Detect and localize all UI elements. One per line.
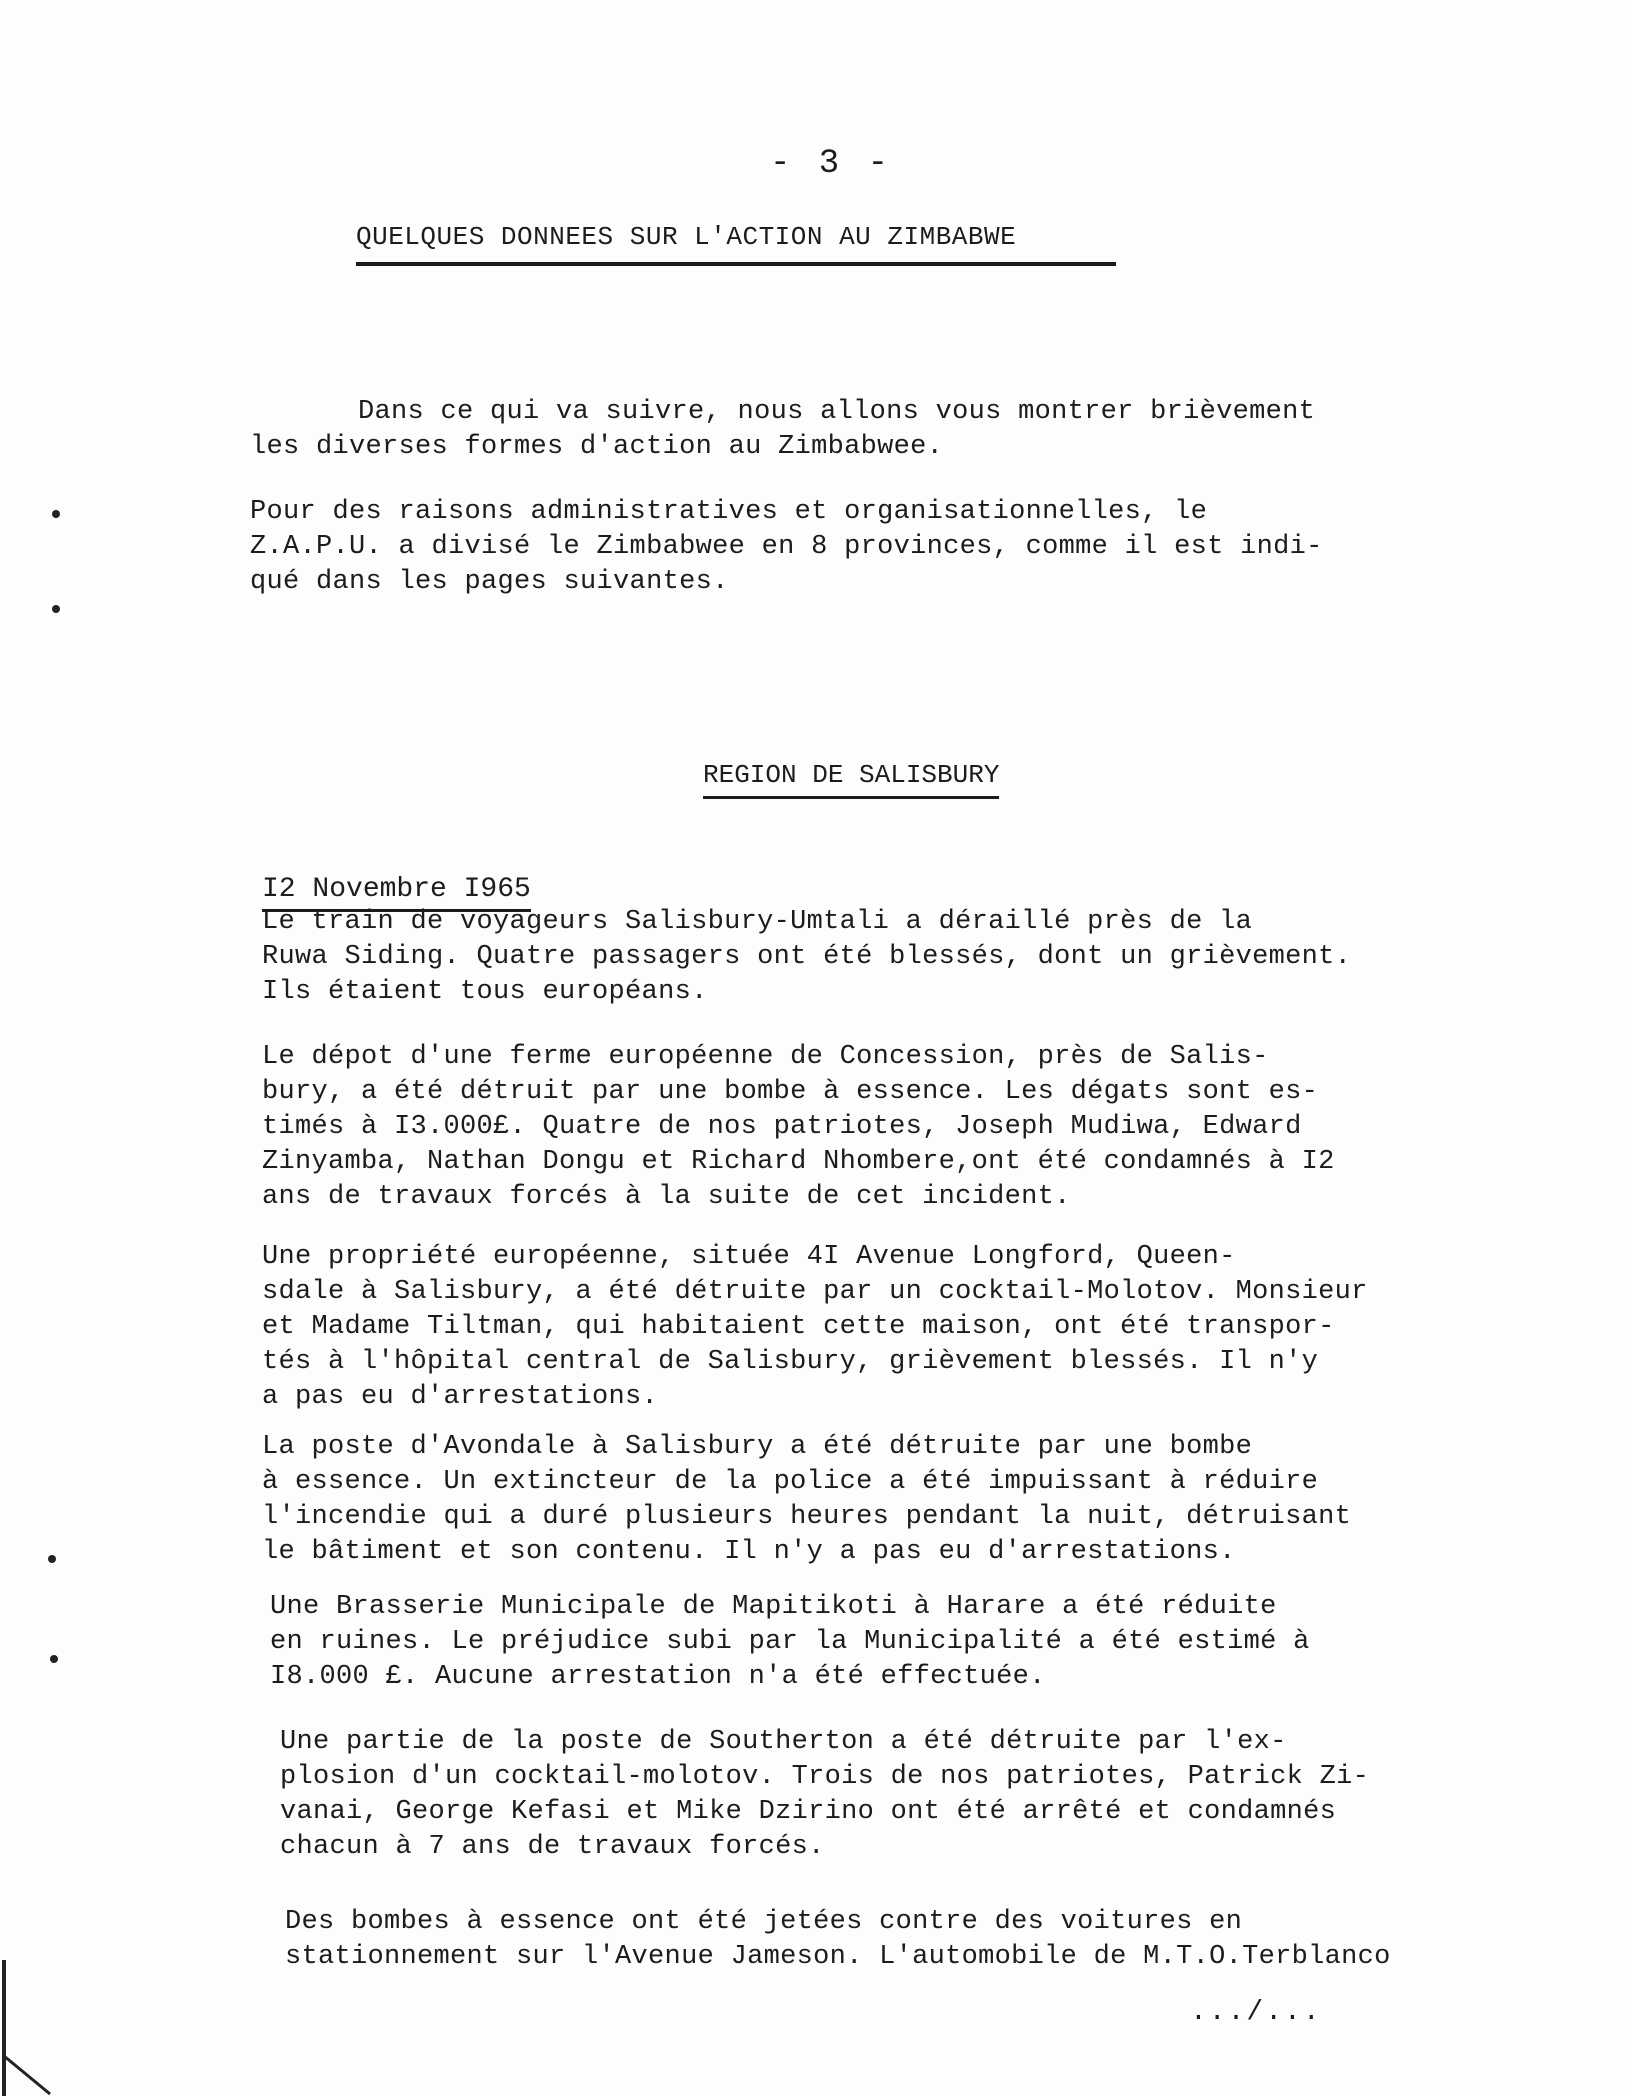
document-title: QUELQUES DONNEES SUR L'ACTION AU ZIMBABWE (356, 222, 1116, 266)
paragraph-5: Une Brasserie Municipale de Mapitikoti à Harare a été réduite en ruines. Le préjudice subi par la Municipalité a été estimé à I8.000 £. Aucune arrestation n'a été effectuée. (270, 1592, 1310, 1692)
punch-mark (52, 605, 60, 613)
punch-mark (48, 1555, 56, 1563)
date-heading: I2 Novembre I965 (262, 874, 531, 912)
continuation-mark: .../... (1190, 1997, 1322, 2028)
page-number: - 3 - (770, 145, 893, 183)
paragraph-1: Le train de voyageurs Salisbury-Umtali a déraillé près de la Ruwa Siding. Quatre passagers ont été blessés, dont un grièvement. Ils étaient tous européans. (262, 907, 1352, 1007)
paragraph-6: Une partie de la poste de Southerton a été détruite par l'ex- plosion d'un cocktail-molotov. Trois de nos patriotes, Patrick Zi- vanai, George Kefasi et Mike Dzirino ont été arrêté et condamnés chacun à 7 ans de travaux forcés. (280, 1727, 1370, 1862)
punch-mark (50, 1655, 58, 1663)
intro-paragraph-2: Pour des raisons administratives et organisationnelles, le Z.A.P.U. a divisé le Zimbabwee en 8 provinces, comme il est indi- qué dans les pages suivantes. (250, 497, 1323, 597)
section-title: REGION DE SALISBURY (703, 760, 999, 799)
paragraph-7: Des bombes à essence ont été jetées contre des voitures en stationnement sur l'Avenue Jameson. L'automobile de M.T.O.Terblanco (285, 1907, 1391, 1972)
scan-edge-mark (0, 1960, 60, 2096)
punch-mark (52, 510, 60, 518)
paragraph-4: La poste d'Avondale à Salisbury a été détruite par une bombe à essence. Un extincteur de la police a été impuissant à réduire l'incendie qui a duré plusieurs heures pendant la nuit, détruisant le bâtiment et son contenu. Il n'y a pas eu d'arrestations. (262, 1432, 1352, 1567)
intro-paragraph-1: Dans ce qui va suivre, nous allons vous montrer brièvement les diverses formes d'action au Zimbabwee. (250, 397, 1316, 462)
paragraph-3: Une propriété européenne, située 4I Avenue Longford, Queen- sdale à Salisbury, a été détruite par un cocktail-Molotov. Monsieur et Madame Tiltman, qui habitaient cette maison, ont été transpor- tés à l'hôpital central de Salisbury, grièvement blessés. Il n'y a pas eu d'arrestations. (262, 1242, 1368, 1412)
paragraph-2: Le dépot d'une ferme européenne de Concession, près de Salis- bury, a été détruit par une bombe à essence. Les dégats sont es- timés à I3.000£. Quatre de nos patriotes, Joseph Mudiwa, Edward Zinyamba, Nathan Dongu et Richard Nhombere,ont été condamnés à I2 ans de travaux forcés à la suite de cet incident. (262, 1042, 1335, 1212)
